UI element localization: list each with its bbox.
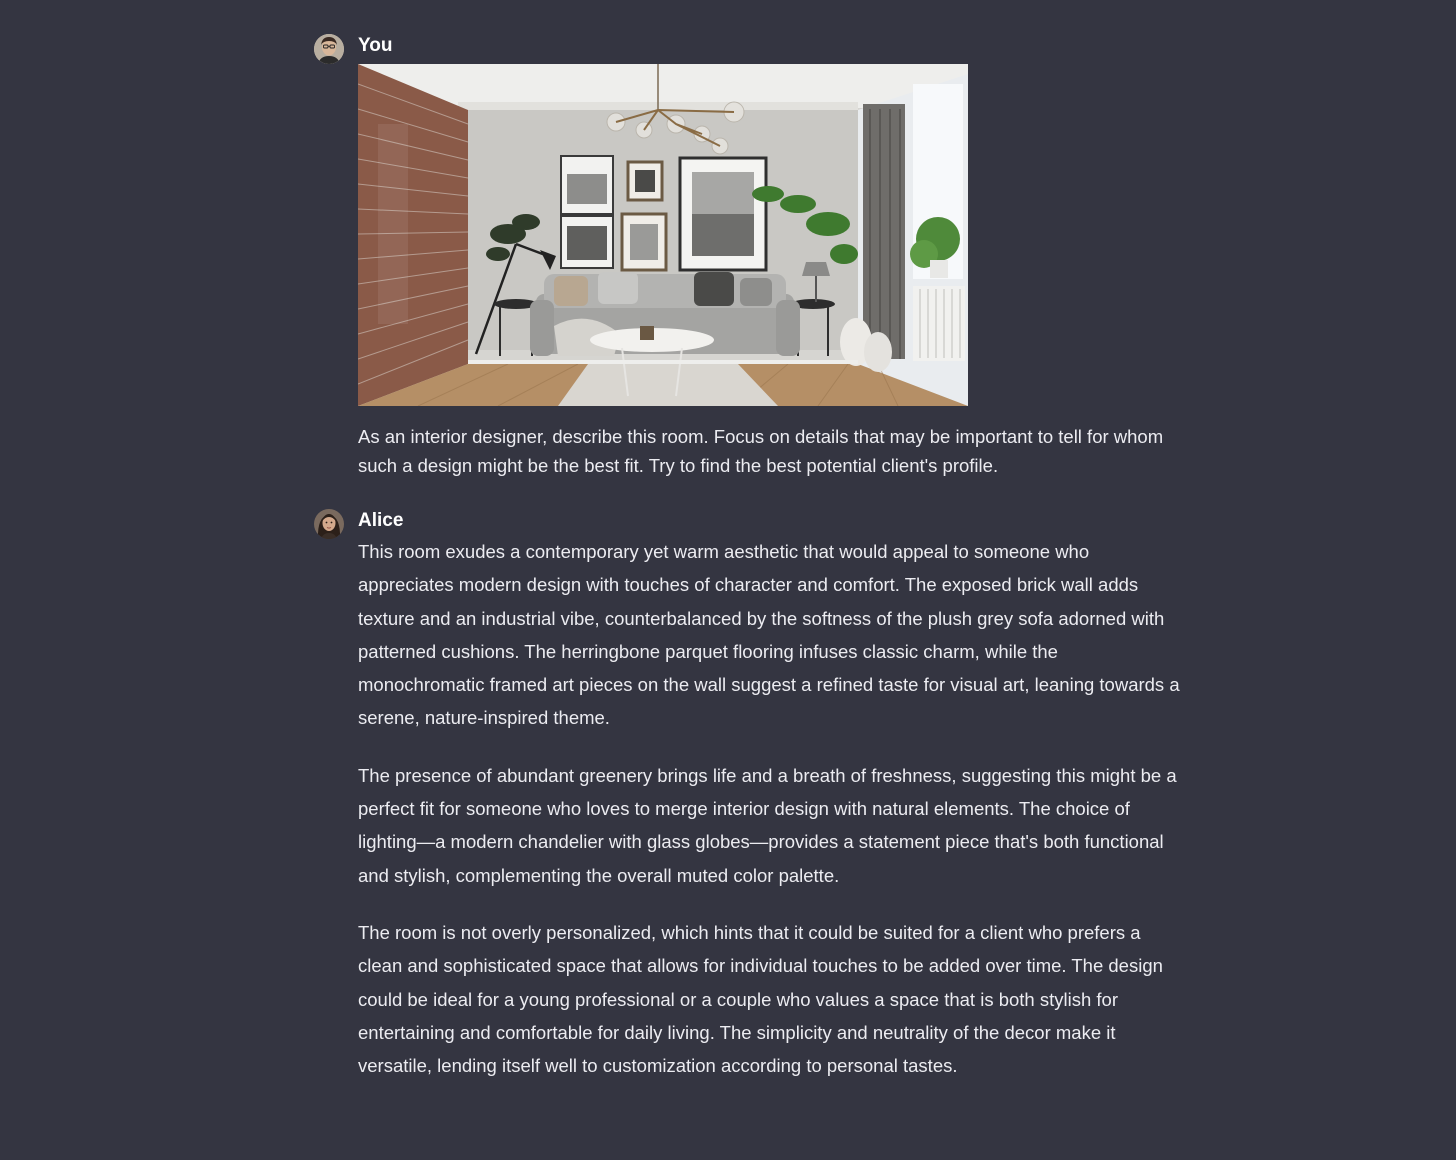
message-author: Alice: [358, 510, 404, 531]
assistant-reply: [358, 535, 1194, 1082]
user-message: [314, 32, 1194, 480]
assistant-avatar-icon: [314, 509, 344, 539]
user-message-text: As an interior designer, describe this room. Focus on details that may be important to tell for whom such a design might be the best fit. Try to find the best potential client's profile.: [358, 426, 1164, 476]
user-avatar-icon: [314, 34, 344, 64]
living-room-image[interactable]: [358, 64, 968, 406]
reply-paragraph: This room exudes a contemporary yet warm aesthetic that would appeal to someone who appreciates modern design with touches of character and comfort. The exposed brick wall adds texture and an industrial vibe, counterbalanced by the softness of the plush grey sofa adorned with patterned cushions. The herringbone parquet flooring infuses classic charm, while the monochromatic framed art pieces on the wall suggest a refined taste for visual art, leaning towards a serene, nature-inspired theme.: [358, 541, 1180, 729]
reply-paragraph: The presence of abundant greenery brings life and a breath of freshness, suggesting this might be a perfect fit for someone who loves to merge interior design with natural elements. The choice of lighting—a modern chandelier with glass globes—provides a statement piece that's both functional and stylish, complementing the overall muted color palette.: [358, 764, 1177, 886]
conversation-thread: [314, 32, 1194, 1106]
assistant-message: [314, 507, 1194, 1082]
reply-paragraph: The room is not overly personalized, which hints that it could be suited for a client who prefers a clean and sophisticated space that allows for individual touches to be added over time. The design could be ideal for a young professional or a couple who values a space that is both stylish for entertaining and comfortable for daily living. The simplicity and neutrality of the decor make it versatile, lending itself well to customization according to personal tastes.: [358, 921, 1163, 1077]
message-author: You: [358, 35, 393, 56]
